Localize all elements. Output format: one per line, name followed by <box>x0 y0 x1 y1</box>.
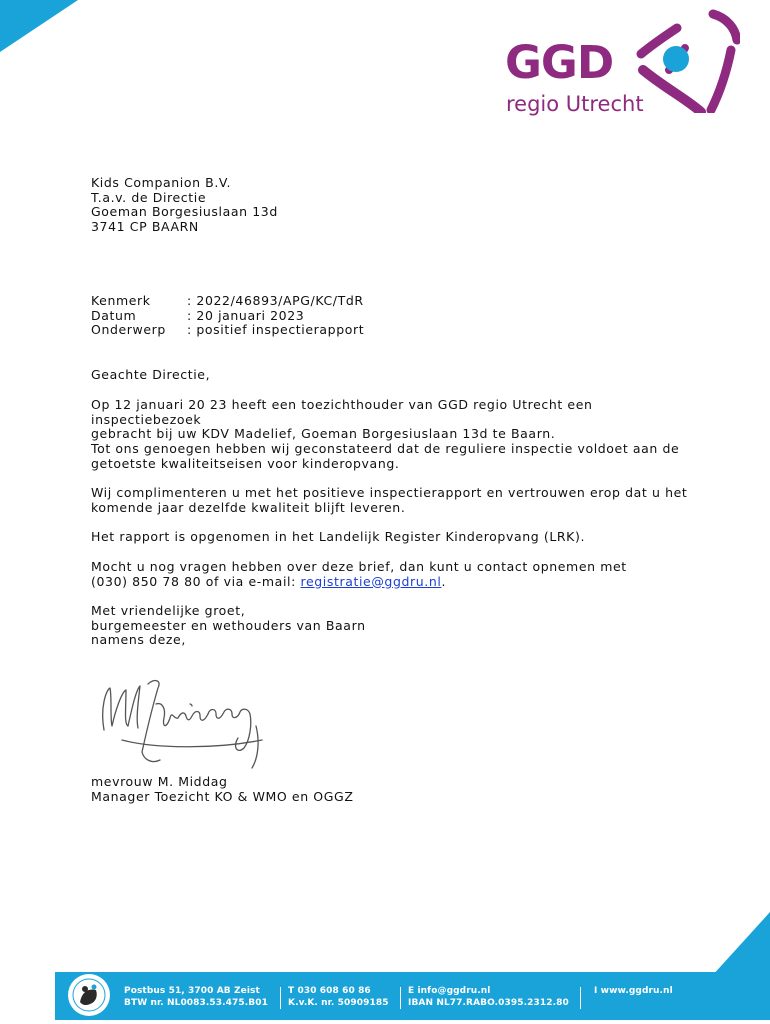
contact-phone-text: (030) 850 78 80 of via e-mail: <box>91 573 301 589</box>
paragraph-line: getoetste kwaliteitseisen voor kinderopvang. <box>91 455 400 471</box>
contact-line <box>91 575 691 590</box>
paragraph <box>91 530 691 545</box>
reference-onderwerp <box>91 323 691 338</box>
paragraph <box>91 486 691 515</box>
footer-website-text[interactable]: I www.ggdru.nl <box>594 986 673 996</box>
footer-corner-decoration <box>672 912 770 1020</box>
closing-line: Met vriendelijke groet, <box>91 603 246 618</box>
closing-line: burgemeester en wethouders van Baarn <box>91 617 366 633</box>
footer-address <box>124 985 268 1009</box>
paragraph-line: Op 12 januari 20 23 heeft een toezichthouder van GGD regio Utrecht een inspectiebezoek <box>91 397 593 427</box>
paragraph-line: komende jaar dezelfde kwaliteit blijft leveren. <box>91 499 406 515</box>
handwritten-signature <box>92 668 277 773</box>
recipient-line: Goeman Borgesiuslaan 13d <box>91 204 278 220</box>
footer-email <box>408 985 569 1009</box>
logo-ggd-text: GGD <box>505 36 614 89</box>
paragraph-line: Het rapport is opgenomen in het Landelijk Register Kinderopvang (LRK). <box>91 529 586 544</box>
recipient-line: T.a.v. de Directie <box>91 189 207 205</box>
corner-decoration <box>0 0 78 52</box>
ggd-figure-icon <box>635 8 740 113</box>
reference-value: : positief inspectierapport <box>187 322 365 338</box>
footer-email-text[interactable]: E info@ggdru.nl <box>408 986 491 996</box>
salutation <box>91 368 691 383</box>
paragraph-line: Wij complimenteren u met het positieve inspectierapport en vertrouwen erop dat u het <box>91 485 688 500</box>
reference-value: : 20 januari 2023 <box>187 307 305 323</box>
paragraph <box>91 442 691 471</box>
reference-datum <box>91 309 691 324</box>
footer <box>0 972 770 1024</box>
footer-divider <box>400 987 401 1009</box>
reference-label: Kenmerk <box>91 293 151 308</box>
footer-line: BTW nr. NL0083.53.475.B01 <box>124 998 268 1008</box>
closing <box>91 604 691 648</box>
footer-line: IBAN NL77.RABO.0395.2312.80 <box>408 998 569 1008</box>
reference-label: Datum <box>91 307 137 323</box>
contact-paragraph <box>91 560 691 589</box>
signer-name: mevrouw M. Middag <box>91 774 228 789</box>
footer-line: K.v.K. nr. 50909185 <box>288 998 389 1008</box>
contact-line: Mocht u nog vragen hebben over deze brief, dan kunt u contact opnemen met <box>91 559 627 574</box>
emblem-icon <box>66 972 112 1018</box>
footer-divider <box>280 987 281 1009</box>
reference-block <box>91 294 691 338</box>
footer-line: Postbus 51, 3700 AB Zeist <box>124 986 260 996</box>
footer-line: T 030 608 60 86 <box>288 986 371 996</box>
reference-value: : 2022/46893/APG/KC/TdR <box>187 293 364 308</box>
footer-divider <box>580 987 581 1009</box>
reference-label: Onderwerp <box>91 322 166 338</box>
reference-kenmerk <box>91 294 691 309</box>
contact-suffix: . <box>441 573 447 589</box>
salutation-text: Geachte Directie, <box>91 367 211 382</box>
logo-regio-text: regio Utrecht <box>506 92 644 116</box>
signer-title: Manager Toezicht KO & WMO en OGGZ <box>91 788 354 804</box>
paragraph-line: gebracht bij uw KDV Madelief, Goeman Borgesiuslaan 13d te Baarn. <box>91 426 556 442</box>
signer-block <box>91 775 691 804</box>
recipient-address <box>91 176 691 234</box>
footer-phone <box>288 985 389 1009</box>
recipient-line: Kids Companion B.V. <box>91 175 232 190</box>
closing-line: namens deze, <box>91 632 186 648</box>
email-link[interactable]: registratie@ggdru.nl <box>300 573 442 589</box>
ggd-logo <box>500 8 740 123</box>
paragraph-line: Tot ons genoegen hebben wij geconstateerd dat de reguliere inspectie voldoet aan de <box>91 441 680 456</box>
paragraph <box>91 398 691 442</box>
footer-website <box>594 985 673 997</box>
recipient-line: 3741 CP BAARN <box>91 218 199 234</box>
